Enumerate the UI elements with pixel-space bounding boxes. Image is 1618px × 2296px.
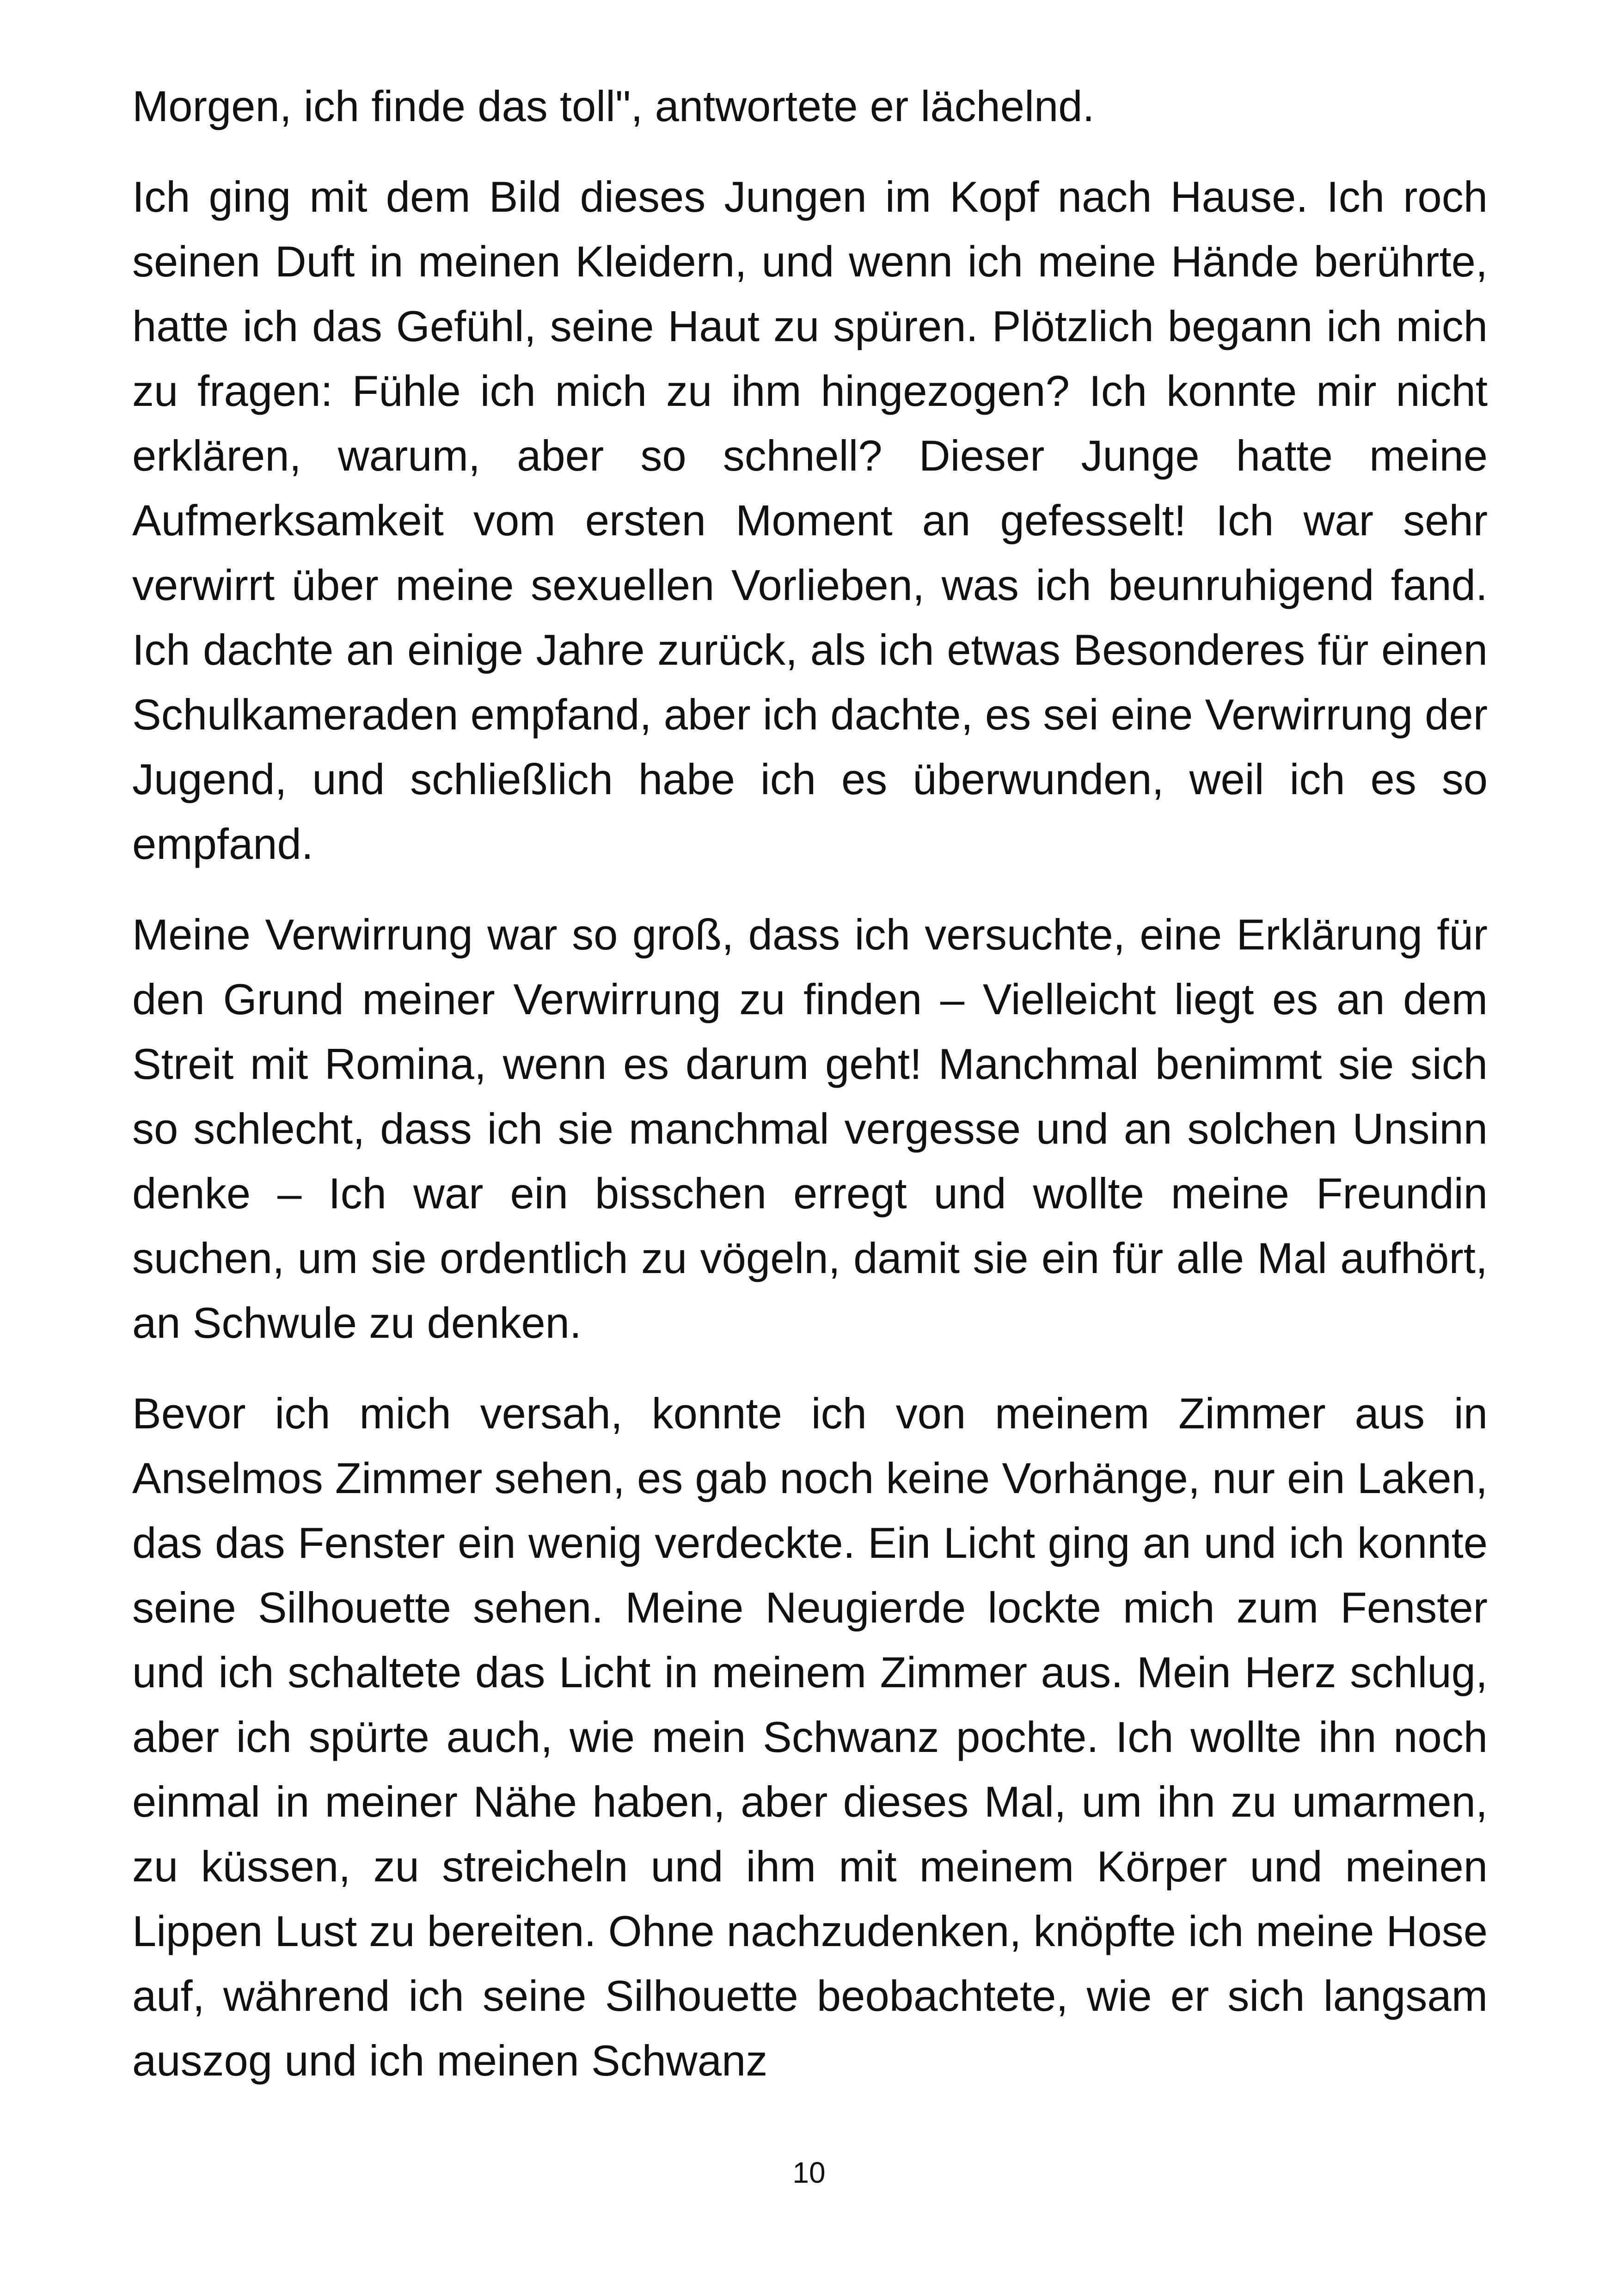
paragraph-3: Meine Verwirrung war so groß, dass ich versuchte, eine Erklärung für den Grund meiner Verwirrung zu finden – Vielleicht liegt es an dem Streit mit Romina, wenn es darum geht! Manchmal benimmt sie sich so schlecht, dass ich sie manchmal vergesse und an solchen Unsinn denke – Ich war ein bisschen erregt und wollte meine Freundin suchen, um sie ordentlich zu vögeln, damit sie ein für alle Mal aufhört, an Schwule zu denken. bbox=[132, 910, 1488, 1347]
body-text bbox=[132, 74, 1488, 2119]
paragraph-1: Morgen, ich finde das toll", antwortete er lächelnd. bbox=[132, 82, 1095, 130]
paragraph-4: Bevor ich mich versah, konnte ich von meinem Zimmer aus in Anselmos Zimmer sehen, es gab noch keine Vorhänge, nur ein Laken, das das Fenster ein wenig verdeckte. Ein Licht ging an und ich konnte seine Silhouette sehen. Meine Neugierde lockte mich zum Fenster und ich schaltete das Licht in meinem Zimmer aus. Mein Herz schlug, aber ich spürte auch, wie mein Schwanz pochte. Ich wollte ihn noch einmal in meiner Nähe haben, aber dieses Mal, um ihn zu umarmen, zu küssen, zu streicheln und ihm mit meinem Körper und meinen Lippen Lust zu bereiten. Ohne nachzudenken, knöpfte ich meine Hose auf, während ich seine Silhouette beobachtete, wie er sich langsam auszog und ich meinen Schwanz bbox=[132, 1389, 1488, 2085]
paragraph-2: Ich ging mit dem Bild dieses Jungen im Kopf nach Hause. Ich roch seinen Duft in meinen Kleidern, und wenn ich meine Hände berührte, hatte ich das Gefühl, seine Haut zu spüren. Plötzlich begann ich mich zu fragen: Fühle ich mich zu ihm hingezogen? Ich konnte mir nicht erklären, warum, aber so schnell? Dieser Junge hatte meine Aufmerksamkeit vom ersten Moment an gefesselt! Ich war sehr verwirrt über meine sexuellen Vorlieben, was ich beunruhigend fand. Ich dachte an einige Jahre zurück, als ich etwas Besonderes für einen Schulkameraden empfand, aber ich dachte, es sei eine Verwirrung der Jugend, und schließlich habe ich es überwunden, weil ich es so empfand. bbox=[132, 172, 1488, 868]
page-number: 10 bbox=[792, 2156, 826, 2189]
